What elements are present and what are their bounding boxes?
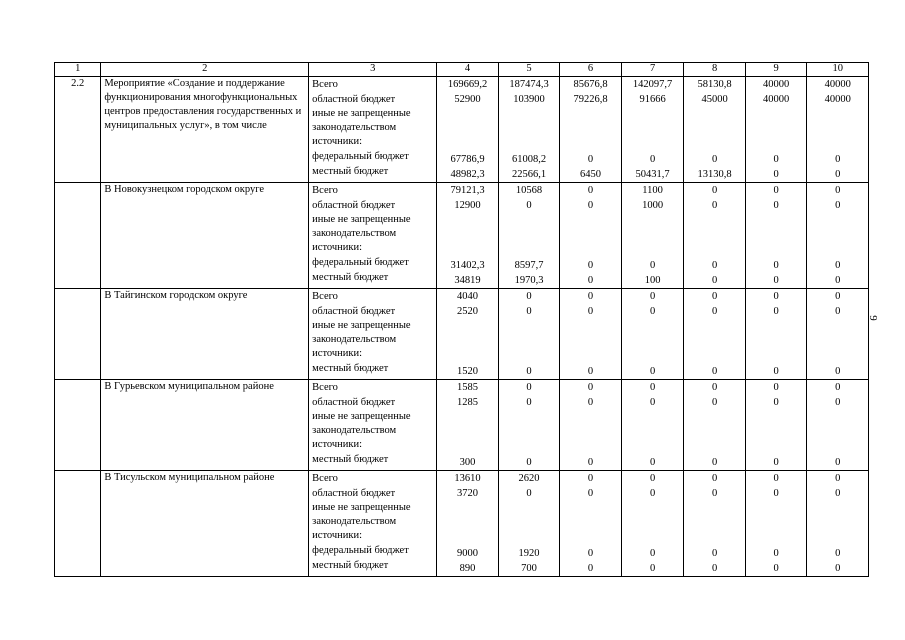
value-cell: 0 xyxy=(711,291,718,302)
value-cell: 103900 xyxy=(513,94,545,105)
value-cell: 22566,1 xyxy=(511,169,547,180)
value-cell: 1520 xyxy=(457,366,479,377)
value-cell: 0 xyxy=(711,154,718,165)
value-cell: 300 xyxy=(459,457,476,468)
value-cell: 0 xyxy=(587,563,594,574)
spacer xyxy=(502,410,557,455)
value-cell: 0 xyxy=(649,563,656,574)
column-header: 4 xyxy=(437,63,499,77)
year-column-8 xyxy=(684,183,746,289)
column-header: 2 xyxy=(101,63,309,77)
spacer xyxy=(749,410,804,455)
spacer xyxy=(749,107,804,152)
value-cell: 0 xyxy=(587,548,594,559)
value-cell: 3720 xyxy=(457,488,479,499)
year-column-7 xyxy=(621,289,684,380)
year-column-8 xyxy=(684,289,746,380)
value-cell: 0 xyxy=(773,154,779,165)
value-cell: 0 xyxy=(773,306,779,317)
year-column-8 xyxy=(684,380,746,471)
year-column-10 xyxy=(807,183,869,289)
year-column-9 xyxy=(745,471,807,577)
value-cell: 0 xyxy=(649,260,656,271)
year-column-4 xyxy=(437,183,499,289)
funding-source-label: иные не запрещенные законодательством источники: xyxy=(312,320,411,359)
spacer xyxy=(502,501,557,546)
value-cell: 0 xyxy=(711,563,718,574)
value-cell: 8597,7 xyxy=(514,260,544,271)
value-cell: 187474,3 xyxy=(509,79,549,90)
value-cell: 0 xyxy=(649,366,656,377)
row-number xyxy=(55,289,101,380)
value-cell: 0 xyxy=(773,397,779,408)
funding-sources xyxy=(309,471,437,577)
year-column-6 xyxy=(560,77,622,183)
funding-source-label: областной бюджет xyxy=(312,306,396,317)
spacer xyxy=(625,501,681,546)
spacer xyxy=(810,107,865,152)
spacer xyxy=(687,410,742,455)
value-cell: 0 xyxy=(587,185,594,196)
year-column-7 xyxy=(621,471,684,577)
measure-name: В Тисульском муниципальном районе xyxy=(101,471,309,577)
spacer xyxy=(749,319,804,364)
funding-source-label: местный бюджет xyxy=(312,454,389,465)
value-cell: 0 xyxy=(773,291,779,302)
year-column-10 xyxy=(807,77,869,183)
spacer xyxy=(502,319,557,364)
value-cell: 0 xyxy=(526,366,532,377)
value-cell: 0 xyxy=(711,185,718,196)
table-row xyxy=(55,289,869,380)
funding-source-label: Всего xyxy=(312,473,338,484)
value-cell: 0 xyxy=(587,366,594,377)
spacer xyxy=(502,107,557,152)
value-cell: 0 xyxy=(835,260,841,271)
value-cell: 52900 xyxy=(454,94,481,105)
value-cell: 0 xyxy=(773,275,779,286)
value-cell: 0 xyxy=(649,382,656,393)
year-column-5 xyxy=(498,380,560,471)
value-cell: 0 xyxy=(711,397,718,408)
column-header: 9 xyxy=(745,63,807,77)
value-cell: 0 xyxy=(711,366,718,377)
table-row xyxy=(55,471,869,577)
value-cell: 0 xyxy=(649,473,656,484)
funding-source-label: Всего xyxy=(312,79,338,90)
value-cell: 0 xyxy=(587,260,594,271)
value-cell: 0 xyxy=(773,200,779,211)
value-cell: 79121,3 xyxy=(450,185,485,196)
value-cell: 61008,2 xyxy=(511,154,547,165)
value-cell: 1970,3 xyxy=(514,275,544,286)
value-cell: 0 xyxy=(773,260,779,271)
funding-source-label: областной бюджет xyxy=(312,488,396,499)
value-cell: 0 xyxy=(835,382,841,393)
value-cell: 31402,3 xyxy=(450,260,485,271)
funding-source-label: иные не запрещенные законодательством источники: xyxy=(312,214,411,253)
year-column-10 xyxy=(807,380,869,471)
value-cell: 0 xyxy=(835,473,841,484)
value-cell: 45000 xyxy=(701,94,728,105)
value-cell: 0 xyxy=(526,397,532,408)
spacer xyxy=(687,501,742,546)
funding-sources xyxy=(309,289,437,380)
year-column-6 xyxy=(560,183,622,289)
value-cell: 85676,8 xyxy=(573,79,608,90)
value-cell: 0 xyxy=(835,185,841,196)
value-cell: 0 xyxy=(526,382,532,393)
value-cell: 0 xyxy=(773,457,779,468)
column-header: 3 xyxy=(309,63,437,77)
funding-source-label: федеральный бюджет xyxy=(312,257,409,268)
funding-source-label: федеральный бюджет xyxy=(312,151,409,162)
value-cell: 0 xyxy=(835,488,841,499)
spacer xyxy=(687,213,742,258)
value-cell: 100 xyxy=(644,275,661,286)
spacer xyxy=(625,410,681,455)
spacer xyxy=(563,213,618,258)
year-column-6 xyxy=(560,289,622,380)
value-cell: 142097,7 xyxy=(632,79,673,90)
year-column-8 xyxy=(684,77,746,183)
value-cell: 58130,8 xyxy=(697,79,732,90)
row-number xyxy=(55,471,101,577)
funding-sources xyxy=(309,183,437,289)
year-column-9 xyxy=(745,183,807,289)
column-header: 1 xyxy=(55,63,101,77)
value-cell: 4040 xyxy=(457,291,479,302)
value-cell: 0 xyxy=(526,291,532,302)
year-column-7 xyxy=(621,380,684,471)
table-row xyxy=(55,77,869,183)
page-number: 9 xyxy=(866,315,879,321)
value-cell: 0 xyxy=(835,169,841,180)
value-cell: 0 xyxy=(587,488,594,499)
funding-source-label: областной бюджет xyxy=(312,94,396,105)
value-cell: 0 xyxy=(711,306,718,317)
value-cell: 0 xyxy=(773,185,779,196)
value-cell: 0 xyxy=(526,457,532,468)
funding-source-label: федеральный бюджет xyxy=(312,545,409,556)
spacer xyxy=(810,501,865,546)
value-cell: 0 xyxy=(835,306,841,317)
year-column-9 xyxy=(745,289,807,380)
value-cell: 0 xyxy=(773,548,779,559)
row-number: 2.2 xyxy=(55,77,101,183)
spacer xyxy=(687,107,742,152)
spacer xyxy=(749,501,804,546)
spacer xyxy=(440,410,495,455)
value-cell: 0 xyxy=(711,260,718,271)
value-cell: 0 xyxy=(587,382,594,393)
value-cell: 1285 xyxy=(457,397,479,408)
value-cell: 0 xyxy=(587,275,594,286)
value-cell: 0 xyxy=(835,397,841,408)
measure-name: Мероприятие «Создание и поддержание функционирования многофункциональных центров предоставления государственных и муниципальных услуг», в том числе xyxy=(101,77,309,183)
value-cell: 0 xyxy=(711,473,718,484)
year-column-5 xyxy=(498,289,560,380)
value-cell: 48982,3 xyxy=(450,169,485,180)
spacer xyxy=(563,107,618,152)
value-cell: 0 xyxy=(773,382,779,393)
value-cell: 0 xyxy=(587,306,594,317)
spacer xyxy=(440,319,495,364)
value-cell: 9000 xyxy=(457,548,479,559)
value-cell: 0 xyxy=(587,457,594,468)
measure-name: В Гурьевском муниципальном районе xyxy=(101,380,309,471)
year-column-5 xyxy=(498,77,560,183)
value-cell: 0 xyxy=(526,306,532,317)
spacer xyxy=(625,213,681,258)
spacer xyxy=(440,213,495,258)
value-cell: 34819 xyxy=(454,275,481,286)
funding-source-label: областной бюджет xyxy=(312,397,396,408)
table-body xyxy=(55,77,869,577)
value-cell: 0 xyxy=(587,397,594,408)
table-row xyxy=(55,380,869,471)
value-cell: 169669,2 xyxy=(447,79,488,90)
funding-source-label: иные не запрещенные законодательством источники: xyxy=(312,108,411,147)
value-cell: 0 xyxy=(649,291,656,302)
value-cell: 40000 xyxy=(824,79,851,90)
measure-name: В Новокузнецком городском округе xyxy=(101,183,309,289)
spacer xyxy=(563,319,618,364)
value-cell: 890 xyxy=(459,563,476,574)
value-cell: 0 xyxy=(835,154,841,165)
column-header: 10 xyxy=(807,63,869,77)
year-column-4 xyxy=(437,289,499,380)
year-column-5 xyxy=(498,471,560,577)
value-cell: 1100 xyxy=(642,185,663,196)
spacer xyxy=(810,410,865,455)
value-cell: 0 xyxy=(835,275,841,286)
value-cell: 0 xyxy=(835,548,841,559)
year-column-4 xyxy=(437,380,499,471)
year-column-4 xyxy=(437,471,499,577)
value-cell: 0 xyxy=(711,548,718,559)
value-cell: 2620 xyxy=(518,473,540,484)
funding-source-label: Всего xyxy=(312,185,338,196)
value-cell: 50431,7 xyxy=(635,169,670,180)
value-cell: 0 xyxy=(835,366,841,377)
value-cell: 0 xyxy=(835,291,841,302)
value-cell: 13610 xyxy=(454,473,481,484)
spacer xyxy=(625,107,681,152)
value-cell: 1920 xyxy=(518,548,540,559)
column-header: 6 xyxy=(560,63,622,77)
funding-source-label: местный бюджет xyxy=(312,272,389,283)
value-cell: 0 xyxy=(835,457,841,468)
funding-source-label: иные не запрещенные законодательством источники: xyxy=(312,411,411,450)
value-cell: 1585 xyxy=(457,382,479,393)
value-cell: 0 xyxy=(711,488,718,499)
year-column-9 xyxy=(745,380,807,471)
value-cell: 40000 xyxy=(762,94,790,105)
year-column-7 xyxy=(621,183,684,289)
funding-source-label: областной бюджет xyxy=(312,200,396,211)
value-cell: 67786,9 xyxy=(450,154,485,165)
value-cell: 0 xyxy=(649,397,656,408)
spacer xyxy=(810,213,865,258)
spacer xyxy=(440,501,495,546)
value-cell: 0 xyxy=(526,488,532,499)
year-column-9 xyxy=(745,77,807,183)
year-column-10 xyxy=(807,289,869,380)
funding-source-label: Всего xyxy=(312,291,338,302)
value-cell: 2520 xyxy=(457,306,479,317)
value-cell: 0 xyxy=(587,291,594,302)
value-cell: 12900 xyxy=(454,200,481,211)
value-cell: 0 xyxy=(711,275,718,286)
year-column-4 xyxy=(437,77,499,183)
spacer xyxy=(440,107,495,152)
value-cell: 10568 xyxy=(515,185,543,196)
year-column-6 xyxy=(560,471,622,577)
column-header: 7 xyxy=(621,63,684,77)
value-cell: 0 xyxy=(649,457,656,468)
value-cell: 1000 xyxy=(642,200,664,211)
funding-source-label: Всего xyxy=(312,382,338,393)
budget-table xyxy=(54,62,869,577)
year-column-7 xyxy=(621,77,684,183)
value-cell: 0 xyxy=(649,548,656,559)
value-cell: 0 xyxy=(649,488,656,499)
value-cell: 0 xyxy=(835,563,841,574)
value-cell: 0 xyxy=(587,200,594,211)
value-cell: 6450 xyxy=(580,169,602,180)
funding-source-label: иные не запрещенные законодательством источники: xyxy=(312,502,411,541)
spacer xyxy=(563,410,618,455)
measure-name: В Тайгинском городском округе xyxy=(101,289,309,380)
value-cell: 0 xyxy=(649,154,656,165)
value-cell: 0 xyxy=(711,382,718,393)
year-column-6 xyxy=(560,380,622,471)
spacer xyxy=(810,319,865,364)
value-cell: 0 xyxy=(773,563,779,574)
spacer xyxy=(749,213,804,258)
funding-sources xyxy=(309,380,437,471)
value-cell: 0 xyxy=(773,366,779,377)
value-cell: 0 xyxy=(587,154,594,165)
row-number xyxy=(55,380,101,471)
value-cell: 700 xyxy=(521,563,537,574)
column-header: 5 xyxy=(498,63,560,77)
funding-source-label: местный бюджет xyxy=(312,166,389,177)
value-cell: 0 xyxy=(711,457,718,468)
spacer xyxy=(687,319,742,364)
value-cell: 0 xyxy=(835,200,841,211)
value-cell: 91666 xyxy=(639,94,666,105)
value-cell: 79226,8 xyxy=(573,94,608,105)
value-cell: 0 xyxy=(711,200,718,211)
table-row xyxy=(55,183,869,289)
funding-source-label: местный бюджет xyxy=(312,363,389,374)
header-row xyxy=(55,63,869,77)
year-column-8 xyxy=(684,471,746,577)
year-column-5 xyxy=(498,183,560,289)
value-cell: 0 xyxy=(649,306,656,317)
value-cell: 13130,8 xyxy=(697,169,732,180)
value-cell: 0 xyxy=(773,488,779,499)
value-cell: 0 xyxy=(526,200,532,211)
value-cell: 0 xyxy=(773,473,779,484)
spacer xyxy=(502,213,557,258)
row-number xyxy=(55,183,101,289)
value-cell: 0 xyxy=(773,169,779,180)
value-cell: 40000 xyxy=(824,94,851,105)
spacer xyxy=(625,319,681,364)
year-column-10 xyxy=(807,471,869,577)
value-cell: 40000 xyxy=(762,79,790,90)
value-cell: 0 xyxy=(587,473,594,484)
funding-sources xyxy=(309,77,437,183)
spacer xyxy=(563,501,618,546)
funding-source-label: местный бюджет xyxy=(312,560,389,571)
column-header: 8 xyxy=(684,63,746,77)
